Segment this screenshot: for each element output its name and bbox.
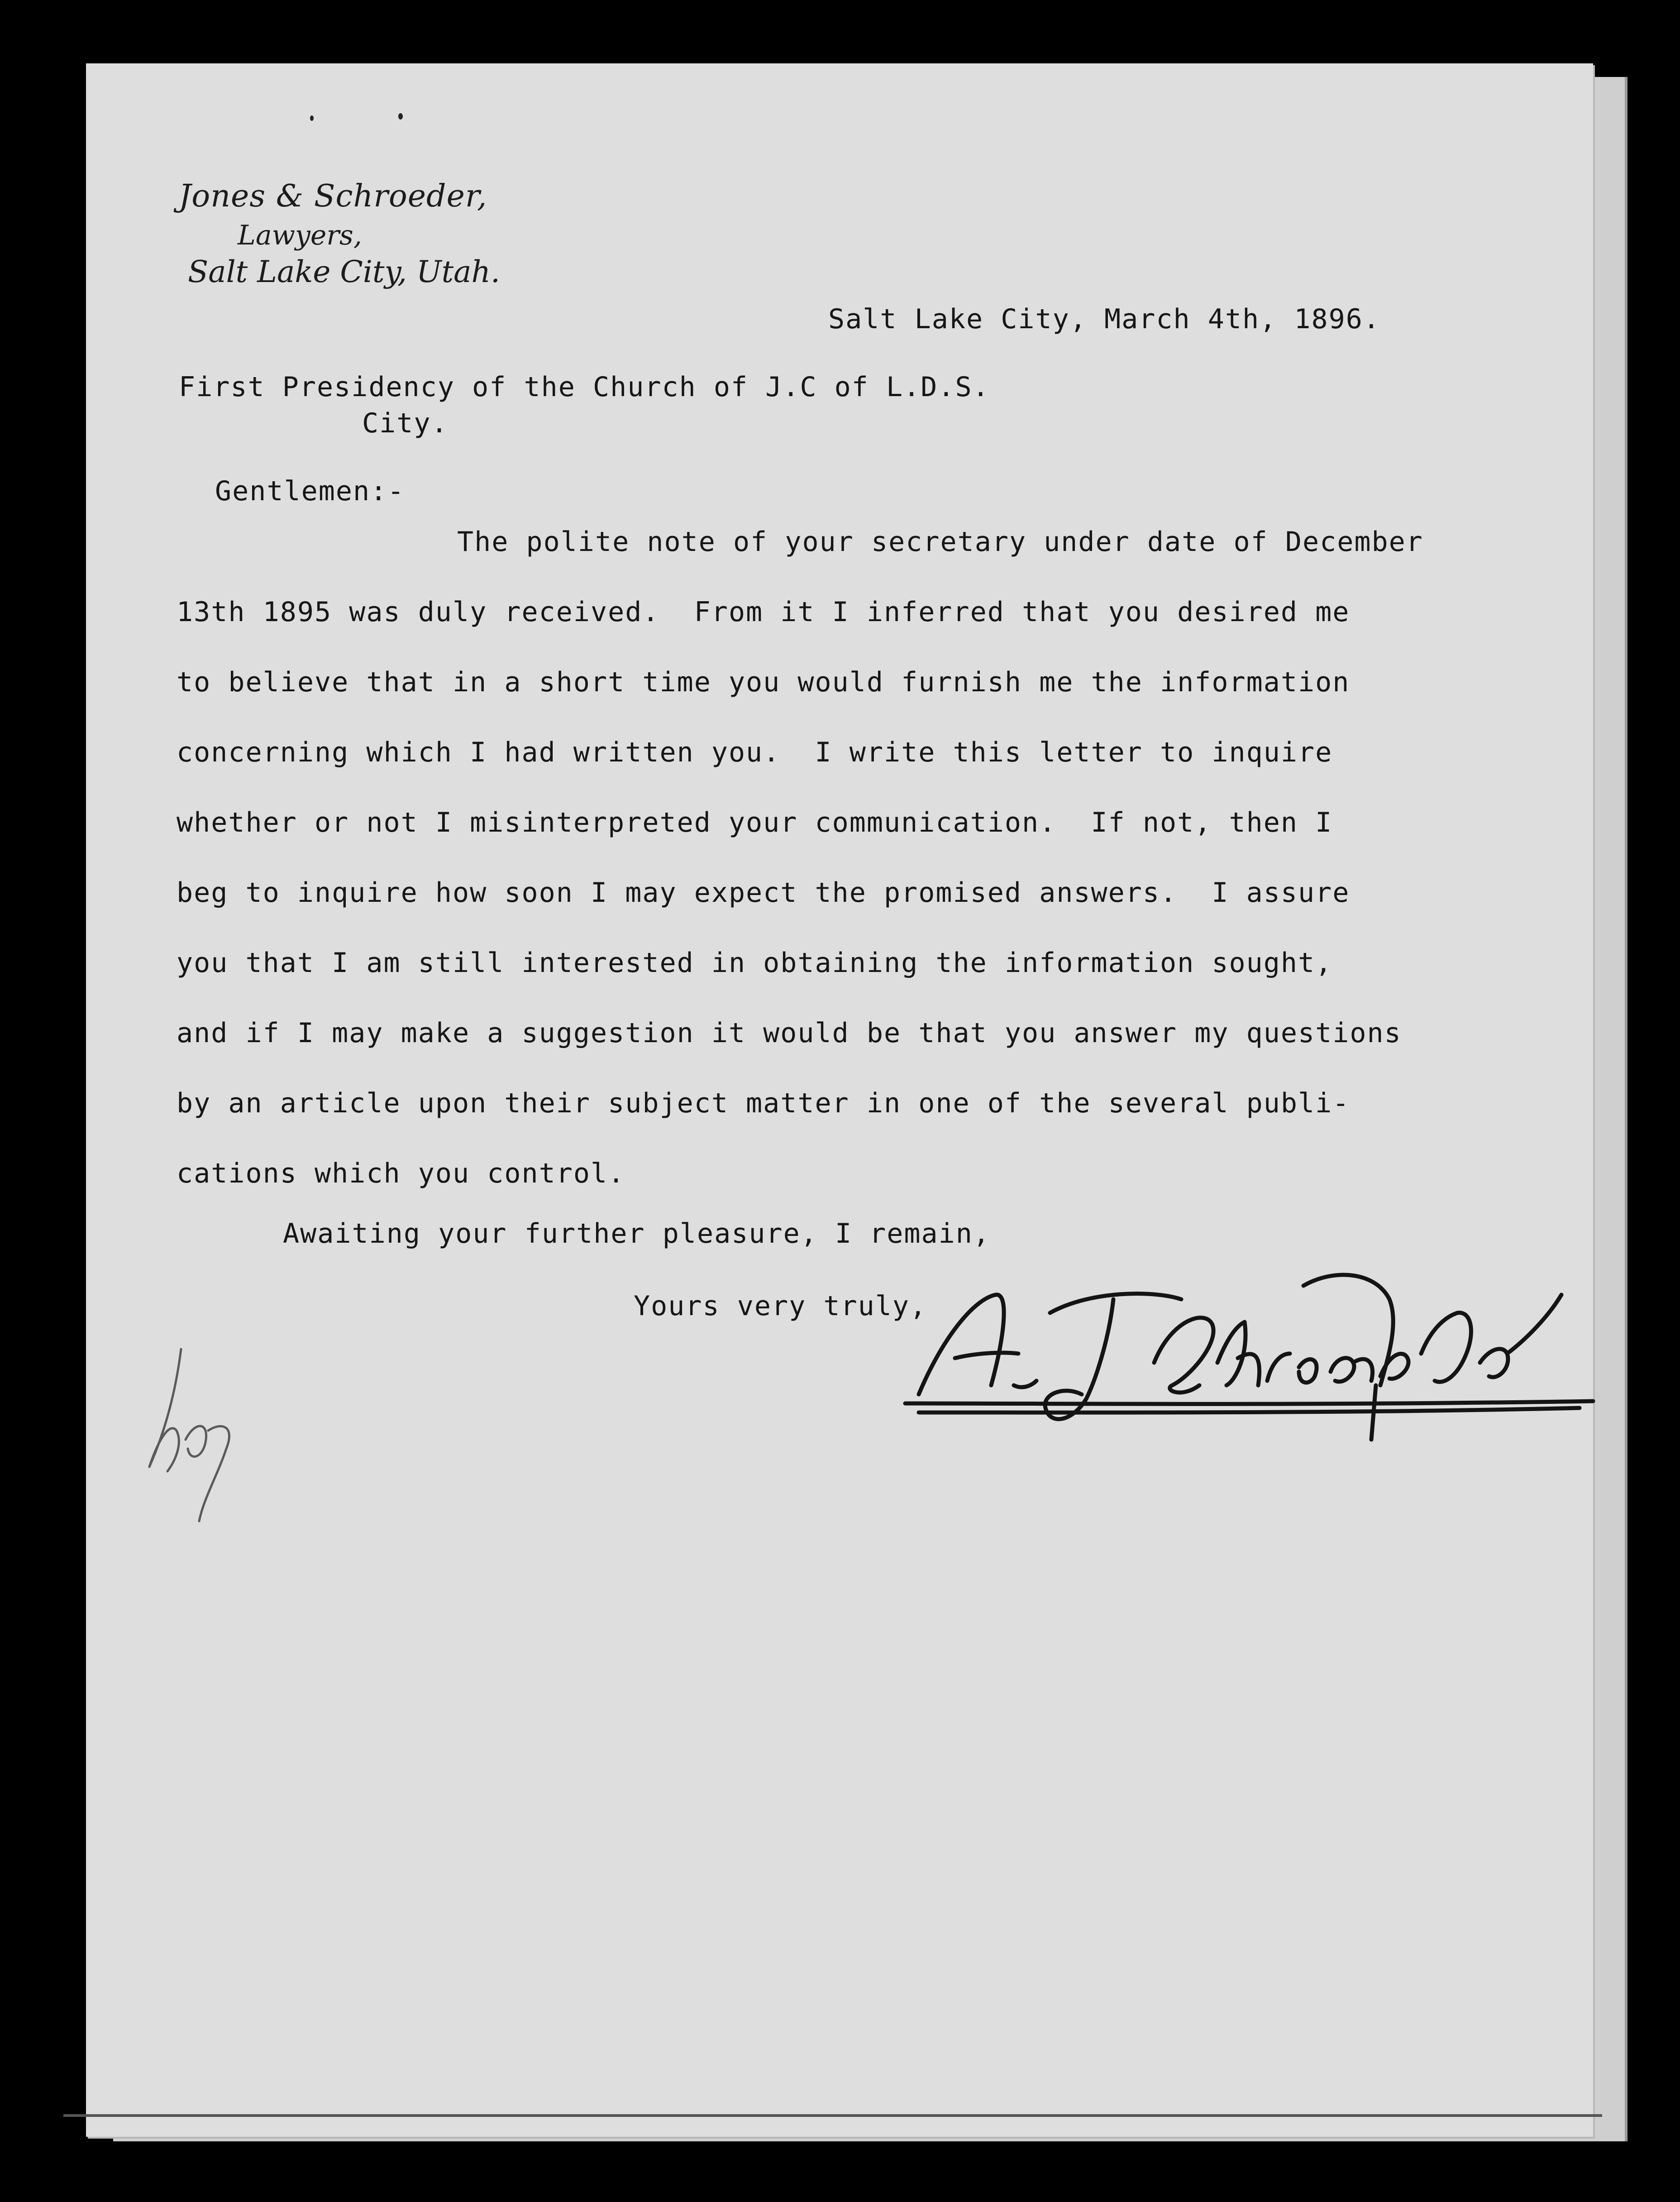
- body-line: beg to inquire how soon I may expect the promised answers. I assure: [177, 877, 1350, 909]
- letterhead: [179, 178, 500, 289]
- letterhead-role: Lawyers,: [238, 220, 362, 251]
- recipient-line-1: First Presidency of the Church of J.C of L.D.S.: [179, 371, 990, 403]
- ink-speck: [310, 115, 314, 121]
- complimentary-close: Yours very truly,: [634, 1290, 927, 1322]
- body-line: 13th 1895 was duly received. From it I inferred that you desired me: [177, 596, 1350, 628]
- dateline: Salt Lake City, March 4th, 1896.: [828, 303, 1380, 335]
- letterhead-city: Salt Lake City, Utah.: [188, 254, 500, 289]
- sheet-edge: [63, 2114, 1602, 2117]
- body-line: and if I may make a suggestion it would be that you answer my questions: [177, 1017, 1402, 1049]
- salutation: Gentlemen:-: [215, 475, 405, 507]
- letterhead-firm: Jones & Schroeder,: [179, 178, 487, 214]
- body-line: cations which you control.: [177, 1158, 625, 1189]
- body-line: The polite note of your secretary under date of December: [457, 526, 1423, 558]
- body-line: whether or not I misinterpreted your communication. If not, then I: [177, 807, 1333, 838]
- pencil-margin-note: [131, 1336, 249, 1526]
- ink-speck: [398, 113, 403, 120]
- body-line: to believe that in a short time you would furnish me the information: [177, 666, 1350, 698]
- closing-sentence: Awaiting your further pleasure, I remain,: [283, 1218, 991, 1249]
- handwritten-signature: [901, 1249, 1598, 1467]
- letter-body: [177, 507, 1507, 1209]
- body-line: you that I am still interested in obtaining the information sought,: [177, 947, 1333, 979]
- body-line: concerning which I had written you. I write this letter to inquire: [177, 737, 1333, 768]
- recipient-line-2: City.: [362, 407, 449, 439]
- body-line: by an article upon their subject matter in one of the several publi-: [177, 1087, 1350, 1119]
